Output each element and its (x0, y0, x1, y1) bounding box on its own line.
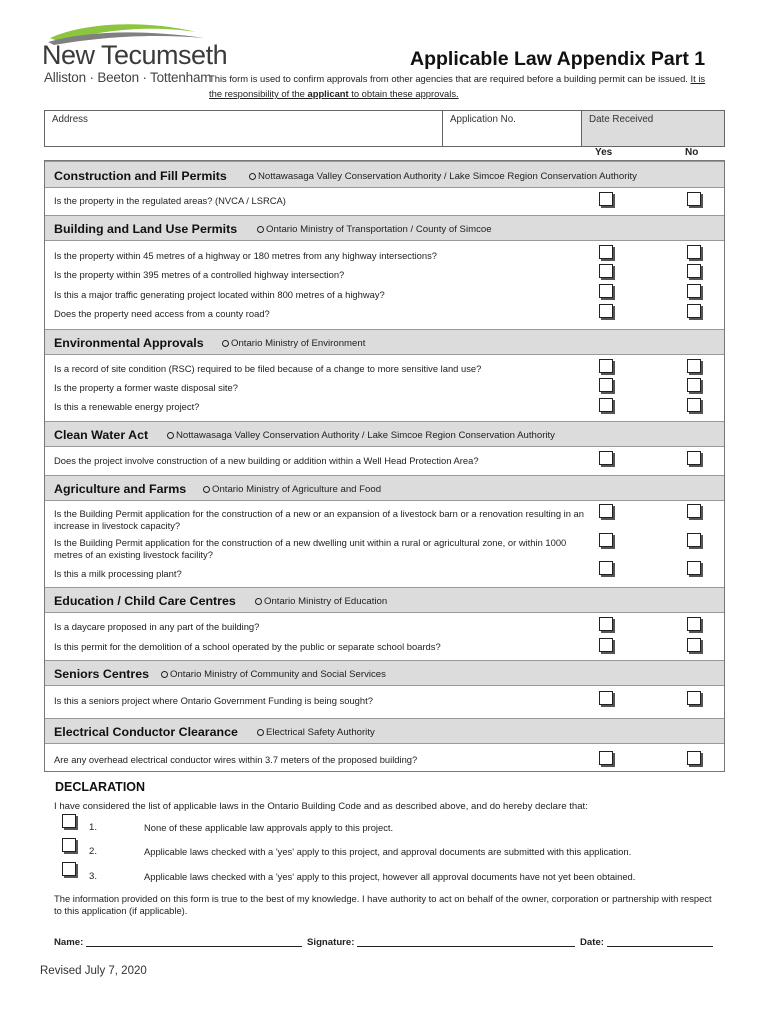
yes-checkbox[interactable] (599, 561, 613, 575)
radio-circle-icon[interactable] (222, 340, 229, 347)
no-checkbox[interactable] (687, 284, 701, 298)
question: Does the project involve construction of a new building or addition within a Well Head Protection Area? (54, 455, 479, 466)
name-line[interactable] (86, 937, 302, 947)
signature-line[interactable] (357, 937, 575, 947)
section-seniors-centres (45, 660, 724, 686)
declaration-option-number: 1. (89, 822, 98, 833)
declaration-option-number: 3. (89, 871, 98, 882)
question: Is the property in the regulated areas? (NVCA / LSRCA) (54, 195, 286, 206)
yes-checkbox[interactable] (599, 398, 613, 412)
yes-checkbox[interactable] (599, 638, 613, 652)
radio-circle-icon[interactable] (257, 729, 264, 736)
question: Does the property need access from a county road? (54, 308, 270, 319)
logo-subtitle: Alliston · Beeton · Tottenham (44, 70, 212, 85)
application-info-box (44, 110, 725, 147)
name-label: Name: (54, 937, 84, 948)
intro-responsibility: It is the responsibility of the applicant to obtain these approvals. (209, 73, 706, 99)
yes-checkbox[interactable] (599, 451, 613, 465)
new-tecumseth-logo (38, 20, 228, 90)
yes-checkbox[interactable] (599, 533, 613, 547)
yes-checkbox[interactable] (599, 617, 613, 631)
section-title: Environmental Approvals (54, 336, 204, 350)
section-title: Building and Land Use Permits (54, 222, 238, 236)
no-checkbox[interactable] (687, 533, 701, 547)
date-received-field (582, 111, 724, 146)
name-field[interactable] (54, 937, 302, 948)
section-agency: Ontario Ministry of Education (255, 596, 387, 607)
yes-checkbox[interactable] (599, 751, 613, 765)
form-intro (209, 71, 714, 101)
no-checkbox[interactable] (687, 638, 701, 652)
declaration-option-text: None of these applicable law approvals apply to this project. (144, 822, 394, 833)
radio-circle-icon[interactable] (257, 226, 264, 233)
radio-circle-icon[interactable] (167, 432, 174, 439)
no-checkbox[interactable] (687, 617, 701, 631)
yes-checkbox[interactable] (599, 264, 613, 278)
approvals-checklist (44, 160, 725, 772)
no-checkbox[interactable] (687, 192, 701, 206)
question: Is this a renewable energy project? (54, 401, 200, 412)
yes-checkbox[interactable] (599, 284, 613, 298)
question: Is the property a former waste disposal site? (54, 382, 238, 393)
column-header-yes: Yes (595, 147, 613, 158)
question: Is the Building Permit application for the construction of a new dwelling unit within a rural or agricultural zone, or within 1000 metres of an existing livestock facility? (54, 537, 567, 560)
no-checkbox[interactable] (687, 451, 701, 465)
yes-checkbox[interactable] (599, 359, 613, 373)
address-label: Address (52, 114, 88, 125)
application-no-label: Application No. (450, 114, 516, 125)
section-agency: Electrical Safety Authority (257, 727, 375, 738)
section-title: Construction and Fill Permits (54, 169, 227, 183)
radio-circle-icon[interactable] (203, 486, 210, 493)
no-checkbox[interactable] (687, 264, 701, 278)
no-checkbox[interactable] (687, 359, 701, 373)
question: Is a daycare proposed in any part of the building? (54, 621, 260, 632)
signature-field[interactable] (307, 937, 575, 948)
question: Is a record of site condition (RSC) required to be filed because of a change to more sensitive land use? (54, 363, 482, 374)
radio-circle-icon[interactable] (255, 598, 262, 605)
declaration-intro: I have considered the list of applicable laws in the Ontario Building Code and as described above, and do hereby declare that: (54, 801, 588, 812)
section-clean-water-act (45, 421, 724, 447)
section-title: Education / Child Care Centres (54, 594, 236, 608)
no-checkbox[interactable] (687, 378, 701, 392)
date-received-label: Date Received (589, 114, 654, 125)
signature-label: Signature: (307, 937, 355, 948)
question: Are any overhead electrical conductor wires within 3.7 meters of the proposed building? (54, 754, 418, 765)
date-field[interactable] (580, 937, 713, 948)
question: Is the Building Permit application for the construction of a new or an expansion of a livestock barn or a renovation resulting in an increase in livestock capacity? (54, 508, 584, 531)
column-header-no: No (685, 147, 699, 158)
date-line[interactable] (607, 937, 713, 947)
question: Is this a milk processing plant? (54, 568, 182, 579)
section-agency: Ontario Ministry of Agriculture and Food (203, 484, 381, 495)
yes-checkbox[interactable] (599, 192, 613, 206)
question: Is this permit for the demolition of a school operated by the public or separate school boards? (54, 641, 441, 652)
logo-brand-name: New Tecumseth (42, 40, 228, 70)
section-agency: Ontario Ministry of Community and Social Services (161, 669, 386, 680)
section-agency: Nottawasaga Valley Conservation Authority / Lake Simcoe Region Conservation Authority (167, 430, 555, 441)
question: Is the property within 395 metres of a controlled highway intersection? (54, 269, 345, 280)
form-title: Applicable Law Appendix Part 1 (410, 48, 706, 70)
yes-checkbox[interactable] (599, 245, 613, 259)
address-field[interactable] (45, 111, 443, 146)
date-label: Date: (580, 937, 604, 948)
no-checkbox[interactable] (687, 245, 701, 259)
section-electrical-conductor-clearance (45, 718, 724, 744)
application-no-field[interactable] (443, 111, 582, 146)
section-environmental-approvals (45, 329, 724, 355)
section-agriculture-farms (45, 475, 724, 501)
section-education-child-care (45, 587, 724, 613)
yes-checkbox[interactable] (599, 691, 613, 705)
declaration-option-number: 2. (89, 846, 98, 857)
declaration-option-text: Applicable laws checked with a 'yes' apply to this project, however all approval documents have not yet been obtained. (144, 871, 636, 882)
section-title: Agriculture and Farms (54, 482, 187, 496)
no-checkbox[interactable] (687, 751, 701, 765)
section-building-land-use-permits (45, 215, 724, 241)
radio-circle-icon[interactable] (161, 671, 168, 678)
section-title: Electrical Conductor Clearance (54, 725, 238, 739)
no-checkbox[interactable] (687, 304, 701, 318)
question: Is this a seniors project where Ontario Government Funding is being sought? (54, 695, 373, 706)
question: Is the property within 45 metres of a highway or 180 metres from any highway intersections? (54, 250, 437, 261)
no-checkbox[interactable] (687, 691, 701, 705)
section-construction-fill-permits (45, 161, 724, 188)
intro-text: This form is used to confirm approvals from other agencies that are required before a building permit can be issued. (209, 73, 691, 84)
section-title: Seniors Centres (54, 667, 150, 681)
yes-checkbox[interactable] (599, 304, 613, 318)
declaration-option-text: Applicable laws checked with a 'yes' apply to this project, and approval documents are submitted with this application. (144, 846, 632, 857)
section-agency: Ontario Ministry of Transportation / County of Simcoe (257, 224, 492, 235)
declaration-option-1-checkbox[interactable] (62, 814, 76, 828)
yes-checkbox[interactable] (599, 378, 613, 392)
question: Is this a major traffic generating project located within 800 metres of a highway? (54, 289, 385, 300)
no-checkbox[interactable] (687, 561, 701, 575)
declaration-title: DECLARATION (55, 780, 146, 794)
section-agency: Nottawasaga Valley Conservation Authority / Lake Simcoe Region Conservation Authority (249, 171, 637, 182)
radio-circle-icon[interactable] (249, 173, 256, 180)
section-agency: Ontario Ministry of Environment (222, 338, 365, 349)
revision-date: Revised July 7, 2020 (40, 965, 147, 977)
yes-checkbox[interactable] (599, 504, 613, 518)
no-checkbox[interactable] (687, 398, 701, 412)
section-title: Clean Water Act (54, 428, 149, 442)
declaration-option-3-checkbox[interactable] (62, 862, 76, 876)
no-checkbox[interactable] (687, 504, 701, 518)
declaration-option-2-checkbox[interactable] (62, 838, 76, 852)
declaration-statement: The information provided on this form is true to the best of my knowledge. I have authority to act on behalf of the owner, corporation or partnership with respect to this application (if applicable). (54, 893, 712, 916)
